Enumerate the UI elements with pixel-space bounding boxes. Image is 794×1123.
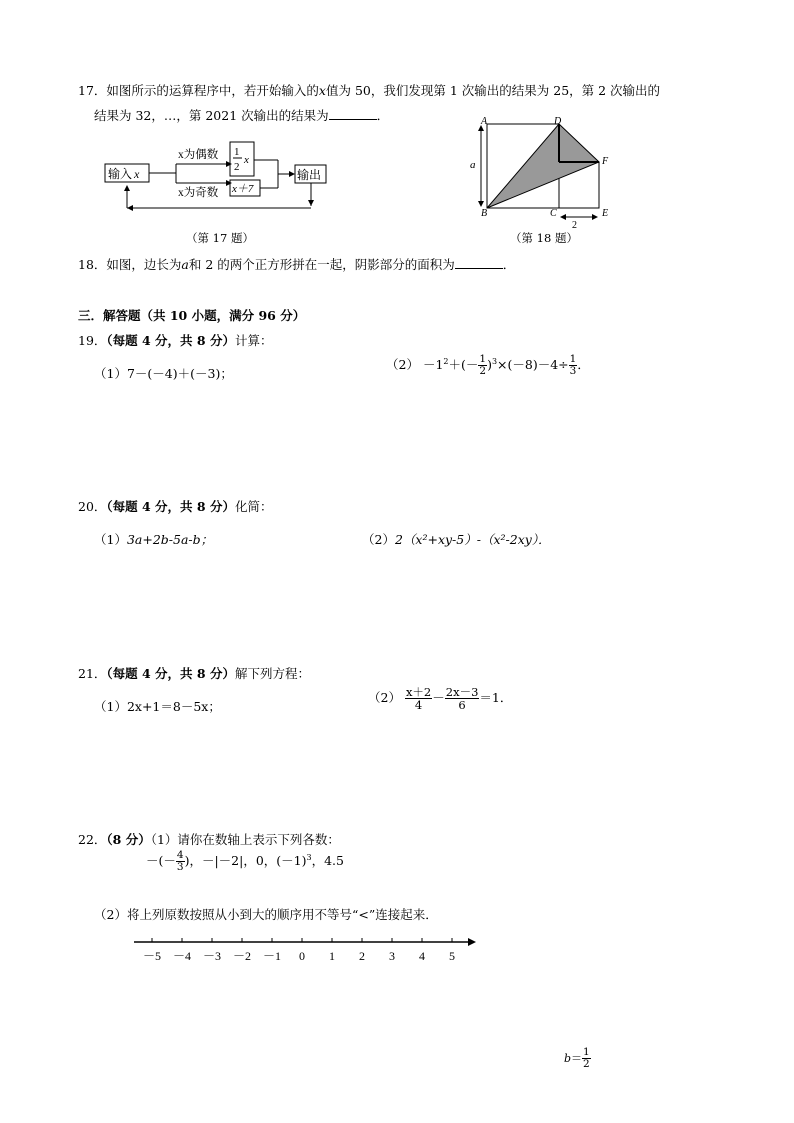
q17-flowchart	[100, 136, 340, 216]
tick-label: －2	[232, 949, 252, 963]
section-title: 三．解答题（共 10 小题，满分 96 分）	[78, 308, 306, 323]
svg-text:x＋7: x＋7	[232, 183, 254, 195]
svg-text:2: 2	[572, 220, 577, 230]
svg-text:1: 1	[234, 146, 240, 158]
q19-header: 19．（每题 4 分，共 8 分）计算：	[78, 333, 273, 348]
svg-text:a: a	[470, 159, 476, 171]
q17-line2: 结果为 32，…，第 2021 次输出的结果为 ．	[94, 108, 390, 123]
footer-formula: b＝ $\frac{1}{2}$	[564, 1046, 590, 1071]
q20-part2: （2）2（x²+xy-5）-（x²-2xy）．	[362, 532, 551, 547]
q18-figure	[466, 114, 616, 230]
tick-label: －5	[142, 949, 162, 963]
q21-header: 21．（每题 4 分，共 8 分）解下列方程：	[78, 666, 310, 681]
number-line	[126, 932, 486, 968]
q22-header: 22．（8 分）（1）请你在数轴上表示下列各数：	[78, 832, 340, 847]
tick-label: 5	[449, 949, 455, 963]
odd-label: x为奇数	[178, 187, 219, 199]
tick-label: 3	[389, 949, 395, 963]
svg-text:E: E	[602, 208, 609, 219]
even-label: x为偶数	[178, 149, 219, 161]
tick-label: 4	[419, 949, 425, 963]
q19-part2: $(2) -1^2+(-$ $\frac{1}{2}$ )$^3$×(－8)－4÷ $\frac{1}{3}$ ．	[386, 353, 590, 378]
answer-blank	[455, 256, 503, 269]
svg-text:D: D	[554, 116, 562, 127]
svg-text:2: 2	[234, 161, 240, 173]
q22-numbers: －(－ $\frac{4}{3}$ )，－|－2|，0，$(-1)^3$，4.5	[146, 849, 344, 874]
svg-text:F: F	[602, 156, 609, 167]
arrow-icon	[468, 938, 476, 946]
q17-caption: （第 17 题）	[186, 231, 254, 245]
q22-part2: （2）将上列原数按照从小到大的顺序用不等号“<”连接起来．	[94, 907, 438, 922]
svg-text:C: C	[550, 208, 557, 219]
svg-text:x: x	[244, 154, 249, 166]
q17-line1: 17．如图所示的运算程序中，若开始输入的x值为 50，我们发现第 1 次输出的结果为 25，第 2 次输出的	[78, 83, 661, 98]
tick-label: －1	[262, 949, 282, 963]
q18-caption: （第 18 题）	[510, 231, 578, 245]
answer-blank	[329, 107, 377, 120]
svg-text:A: A	[481, 116, 488, 127]
tick-label: 1	[329, 949, 335, 963]
tick-label: －4	[172, 949, 192, 963]
q21-part2: （2） $\frac{x+2}{4}$ － $\frac{2x-3}{6}$ ＝1．	[368, 685, 513, 713]
q21-part1: （1）2x+1＝8－5x；	[94, 699, 221, 714]
q20-header: 20．（每题 4 分，共 8 分）化简：	[78, 499, 273, 514]
tick-label: －3	[202, 949, 222, 963]
input-var: x	[134, 167, 140, 181]
q19-part1: （1）7－(－4)＋(－3)；	[94, 366, 233, 381]
q20-part1: （1）3a+2b-5a-b；	[94, 532, 214, 547]
q18-text: 18．如图，边长为a和 2 的两个正方形拼在一起，阴影部分的面积为 ．	[78, 257, 516, 272]
tick-label: 2	[359, 949, 365, 963]
tick-label: 0	[299, 949, 305, 963]
output-label: 输出	[297, 168, 322, 182]
input-label: 输入	[108, 167, 133, 181]
svg-text:B: B	[481, 208, 488, 219]
